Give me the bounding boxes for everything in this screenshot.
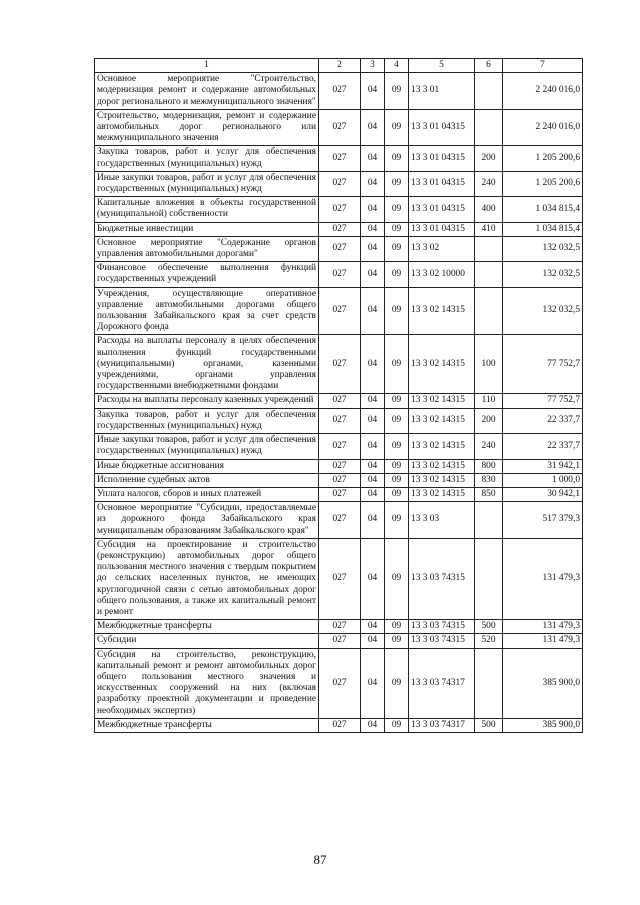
cell-subsection: 09 <box>385 502 409 539</box>
table-row <box>95 634 583 648</box>
cell-admin: 027 <box>319 197 361 222</box>
cell-subsection: 09 <box>385 487 409 501</box>
header-col-target: 5 <box>409 59 475 73</box>
cell-subsection: 09 <box>385 73 409 110</box>
cell-section: 04 <box>361 335 385 394</box>
cell-target: 13 3 02 14315 <box>409 434 475 459</box>
cell-target: 13 3 03 74315 <box>409 620 475 634</box>
cell-expense <box>475 287 503 335</box>
cell-admin: 027 <box>319 109 361 146</box>
cell-name: Субсидии <box>95 634 319 648</box>
table-row <box>95 146 583 171</box>
cell-target: 13 3 03 74317 <box>409 718 475 732</box>
cell-section: 04 <box>361 620 385 634</box>
cell-amount: 1 205 200,6 <box>503 146 583 171</box>
cell-target: 13 3 01 04315 <box>409 109 475 146</box>
cell-section: 04 <box>361 287 385 335</box>
cell-target: 13 3 02 <box>409 236 475 261</box>
cell-admin: 027 <box>319 335 361 394</box>
cell-admin: 027 <box>319 171 361 196</box>
cell-amount: 1 034 815,4 <box>503 197 583 222</box>
cell-expense: 240 <box>475 434 503 459</box>
page-number: 87 <box>313 852 327 867</box>
cell-amount: 31 942,1 <box>503 459 583 473</box>
cell-section: 04 <box>361 197 385 222</box>
cell-expense: 200 <box>475 408 503 433</box>
cell-target: 13 3 01 <box>409 73 475 110</box>
cell-subsection: 09 <box>385 171 409 196</box>
cell-subsection: 09 <box>385 434 409 459</box>
cell-expense <box>475 73 503 110</box>
cell-subsection: 09 <box>385 620 409 634</box>
cell-name: Расходы на выплаты персоналу в целях обеспечения выполнения функций государственными (муниципальными) органами, казенными учреждениями, органами управления государственными внебюджетными фондами <box>95 335 319 394</box>
cell-expense: 830 <box>475 473 503 487</box>
cell-subsection: 09 <box>385 473 409 487</box>
header-row <box>95 59 583 73</box>
cell-subsection: 09 <box>385 538 409 619</box>
cell-subsection: 09 <box>385 236 409 261</box>
table-row <box>95 236 583 261</box>
cell-target: 13 3 02 14315 <box>409 487 475 501</box>
cell-amount: 132 032,5 <box>503 262 583 287</box>
header-col-name: 1 <box>95 59 319 73</box>
cell-subsection: 09 <box>385 335 409 394</box>
cell-subsection: 09 <box>385 634 409 648</box>
cell-amount: 77 752,7 <box>503 394 583 408</box>
cell-section: 04 <box>361 487 385 501</box>
cell-name: Иные бюджетные ассигнования <box>95 459 319 473</box>
cell-target: 13 3 03 <box>409 502 475 539</box>
cell-target: 13 3 03 74315 <box>409 634 475 648</box>
cell-section: 04 <box>361 109 385 146</box>
cell-target: 13 3 01 04315 <box>409 197 475 222</box>
cell-amount: 131 479,3 <box>503 620 583 634</box>
cell-expense: 500 <box>475 620 503 634</box>
cell-name: Основное мероприятие "Содержание органов управления автомобильными дорогами" <box>95 236 319 261</box>
cell-section: 04 <box>361 648 385 718</box>
cell-subsection: 09 <box>385 394 409 408</box>
table-row <box>95 502 583 539</box>
cell-section: 04 <box>361 262 385 287</box>
cell-target: 13 3 02 14315 <box>409 473 475 487</box>
cell-amount: 1 205 200,6 <box>503 171 583 196</box>
cell-name: Строительство, модернизация, ремонт и содержание автомобильных дорог регионального или межмуниципального значения <box>95 109 319 146</box>
table-row <box>95 171 583 196</box>
table-row <box>95 473 583 487</box>
table-row <box>95 262 583 287</box>
cell-target: 13 3 01 04315 <box>409 222 475 236</box>
cell-name: Основное мероприятие "Строительство, модернизация ремонт и содержание автомобильных дорог регионального и межмуниципального значения" <box>95 73 319 110</box>
cell-name: Закупка товаров, работ и услуг для обеспечения государственных (муниципальных) нужд <box>95 146 319 171</box>
cell-amount: 2 240 016,0 <box>503 109 583 146</box>
table-row <box>95 287 583 335</box>
cell-amount: 385 900,0 <box>503 648 583 718</box>
cell-section: 04 <box>361 236 385 261</box>
cell-section: 04 <box>361 394 385 408</box>
cell-admin: 027 <box>319 634 361 648</box>
header-col-amount: 7 <box>503 59 583 73</box>
cell-expense <box>475 109 503 146</box>
table-row <box>95 335 583 394</box>
table-body <box>95 73 583 733</box>
cell-subsection: 09 <box>385 197 409 222</box>
cell-target: 13 3 02 14315 <box>409 394 475 408</box>
cell-target: 13 3 02 14315 <box>409 459 475 473</box>
cell-name: Иные закупки товаров, работ и услуг для обеспечения государственных (муниципальных) нужд <box>95 434 319 459</box>
cell-target: 13 3 02 14315 <box>409 335 475 394</box>
cell-admin: 027 <box>319 408 361 433</box>
cell-amount: 22 337,7 <box>503 408 583 433</box>
cell-admin: 027 <box>319 236 361 261</box>
cell-expense <box>475 648 503 718</box>
cell-expense: 520 <box>475 634 503 648</box>
cell-subsection: 09 <box>385 718 409 732</box>
cell-admin: 027 <box>319 73 361 110</box>
cell-amount: 131 479,3 <box>503 634 583 648</box>
header-col-expense: 6 <box>475 59 503 73</box>
cell-admin: 027 <box>319 538 361 619</box>
cell-name: Уплата налогов, сборов и иных платежей <box>95 487 319 501</box>
cell-expense <box>475 538 503 619</box>
cell-target: 13 3 03 74317 <box>409 648 475 718</box>
table-row <box>95 408 583 433</box>
cell-section: 04 <box>361 434 385 459</box>
cell-name: Основное мероприятие "Субсидии, предоставляемые из дорожного фонда Забайкальского края муниципальным образованиям Забайкальского края" <box>95 502 319 539</box>
cell-name: Межбюджетные трансферты <box>95 718 319 732</box>
cell-expense: 110 <box>475 394 503 408</box>
cell-subsection: 09 <box>385 648 409 718</box>
table-row <box>95 718 583 732</box>
cell-name: Закупка товаров, работ и услуг для обеспечения государственных (муниципальных) нужд <box>95 408 319 433</box>
cell-subsection: 09 <box>385 222 409 236</box>
cell-admin: 027 <box>319 222 361 236</box>
cell-amount: 131 479,3 <box>503 538 583 619</box>
cell-admin: 027 <box>319 394 361 408</box>
cell-expense: 400 <box>475 197 503 222</box>
cell-name: Субсидия на строительство, реконструкцию, капитальный ремонт и ремонт автомобильных дорог общего пользования местного значения и искусственных сооружений на них (включая разработку проектной документации и проведение необходимых экспертиз) <box>95 648 319 718</box>
cell-name: Капитальные вложения в объекты государственной (муниципальной) собственности <box>95 197 319 222</box>
table-header <box>95 59 583 73</box>
cell-admin: 027 <box>319 620 361 634</box>
table-row <box>95 648 583 718</box>
cell-subsection: 09 <box>385 109 409 146</box>
cell-admin: 027 <box>319 146 361 171</box>
cell-target: 13 3 02 10000 <box>409 262 475 287</box>
cell-subsection: 09 <box>385 146 409 171</box>
cell-expense: 850 <box>475 487 503 501</box>
cell-subsection: 09 <box>385 262 409 287</box>
cell-name: Субсидия на проектирование и строительство (реконструкцию) автомобильных дорог общего пользования местного значения с твердым покрытием до сельских населенных пунктов, не имеющих круглогодичной связи с сетью автомобильных дорог общего пользования, а также их капитальный ремонт и ремонт <box>95 538 319 619</box>
table-row <box>95 197 583 222</box>
cell-section: 04 <box>361 222 385 236</box>
cell-name: Учреждения, осуществляющие оперативное управление автомобильными дорогами общего пользования Забайкальского края за счет средств Дорожного фонда <box>95 287 319 335</box>
cell-admin: 027 <box>319 459 361 473</box>
cell-admin: 027 <box>319 262 361 287</box>
cell-expense: 410 <box>475 222 503 236</box>
cell-expense: 500 <box>475 718 503 732</box>
cell-section: 04 <box>361 73 385 110</box>
cell-amount: 517 379,3 <box>503 502 583 539</box>
header-col-subsection: 4 <box>385 59 409 73</box>
cell-section: 04 <box>361 459 385 473</box>
cell-name: Расходы на выплаты персоналу казенных учреждений <box>95 394 319 408</box>
cell-target: 13 3 03 74315 <box>409 538 475 619</box>
cell-subsection: 09 <box>385 459 409 473</box>
table-row <box>95 109 583 146</box>
cell-subsection: 09 <box>385 287 409 335</box>
table-row <box>95 538 583 619</box>
table-row <box>95 394 583 408</box>
cell-amount: 22 337,7 <box>503 434 583 459</box>
cell-expense <box>475 262 503 287</box>
cell-expense <box>475 502 503 539</box>
cell-admin: 027 <box>319 434 361 459</box>
cell-admin: 027 <box>319 718 361 732</box>
cell-name: Исполнение судебных актов <box>95 473 319 487</box>
cell-admin: 027 <box>319 473 361 487</box>
table-row <box>95 222 583 236</box>
cell-expense: 100 <box>475 335 503 394</box>
cell-section: 04 <box>361 473 385 487</box>
cell-amount: 132 032,5 <box>503 236 583 261</box>
cell-expense: 240 <box>475 171 503 196</box>
table-row <box>95 459 583 473</box>
cell-amount: 30 942,1 <box>503 487 583 501</box>
cell-admin: 027 <box>319 648 361 718</box>
cell-section: 04 <box>361 171 385 196</box>
cell-expense: 200 <box>475 146 503 171</box>
cell-section: 04 <box>361 634 385 648</box>
cell-expense <box>475 236 503 261</box>
cell-section: 04 <box>361 146 385 171</box>
table-row <box>95 620 583 634</box>
cell-name: Иные закупки товаров, работ и услуг для обеспечения государственных (муниципальных) нужд <box>95 171 319 196</box>
cell-name: Финансовое обеспечение выполнения функций государственных учреждений <box>95 262 319 287</box>
cell-section: 04 <box>361 538 385 619</box>
table-row <box>95 487 583 501</box>
cell-name: Бюджетные инвестиции <box>95 222 319 236</box>
cell-amount: 385 900,0 <box>503 718 583 732</box>
budget-table <box>94 58 583 733</box>
cell-admin: 027 <box>319 502 361 539</box>
cell-target: 13 3 02 14315 <box>409 408 475 433</box>
cell-amount: 2 240 016,0 <box>503 73 583 110</box>
cell-admin: 027 <box>319 287 361 335</box>
cell-name: Межбюджетные трансферты <box>95 620 319 634</box>
cell-target: 13 3 01 04315 <box>409 171 475 196</box>
header-col-section: 3 <box>361 59 385 73</box>
cell-section: 04 <box>361 502 385 539</box>
cell-amount: 1 034 815,4 <box>503 222 583 236</box>
cell-admin: 027 <box>319 487 361 501</box>
cell-amount: 1 000,0 <box>503 473 583 487</box>
cell-section: 04 <box>361 718 385 732</box>
cell-subsection: 09 <box>385 408 409 433</box>
cell-amount: 132 032,5 <box>503 287 583 335</box>
cell-expense: 800 <box>475 459 503 473</box>
table-row <box>95 434 583 459</box>
table-row <box>95 73 583 110</box>
cell-target: 13 3 02 14315 <box>409 287 475 335</box>
cell-amount: 77 752,7 <box>503 335 583 394</box>
cell-section: 04 <box>361 408 385 433</box>
header-col-admin: 2 <box>319 59 361 73</box>
cell-target: 13 3 01 04315 <box>409 146 475 171</box>
